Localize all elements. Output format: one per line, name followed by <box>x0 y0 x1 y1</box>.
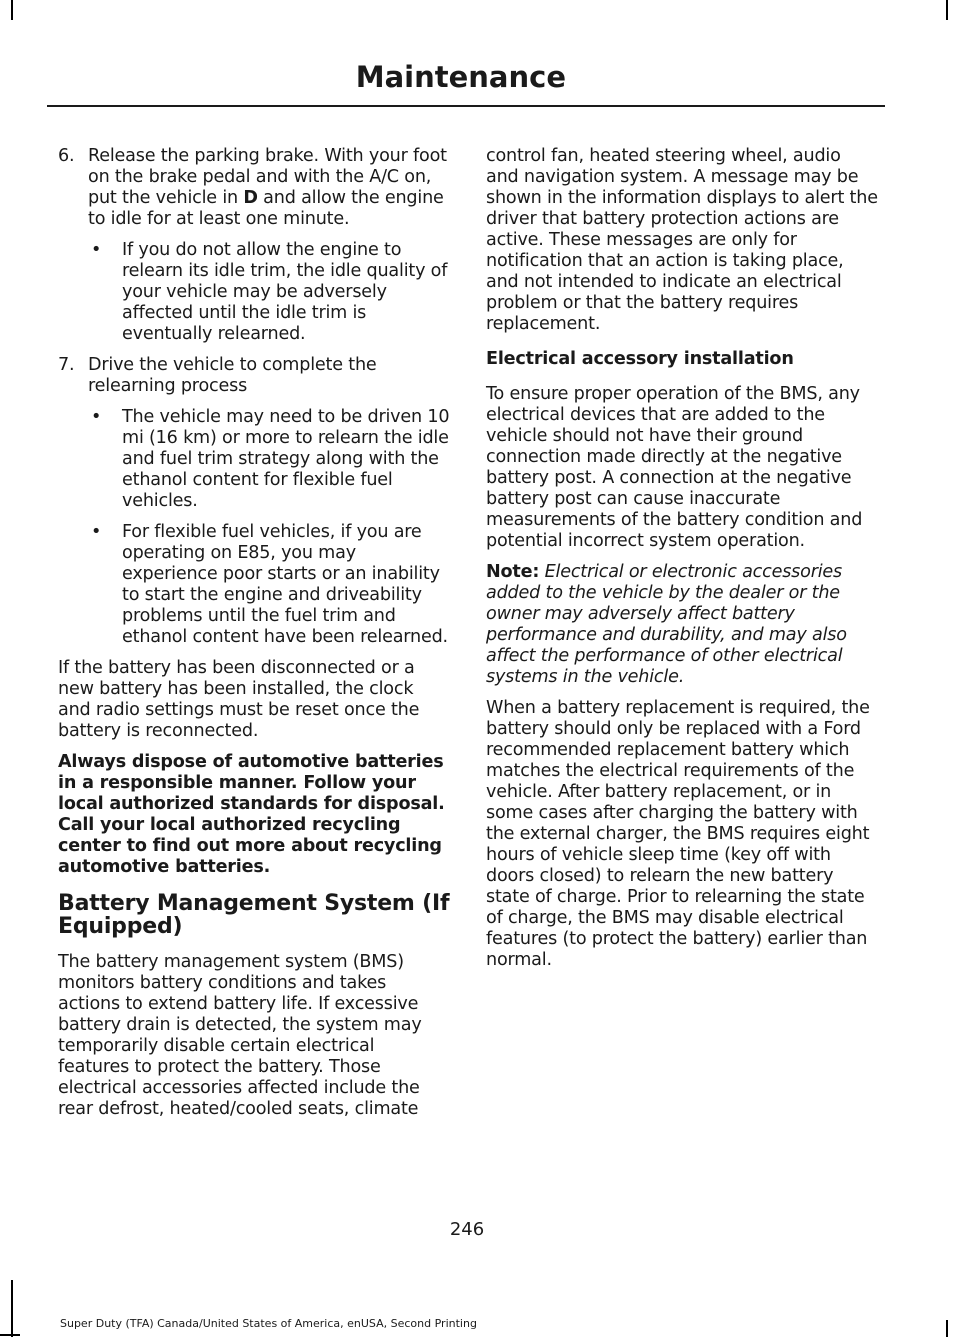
crop-mark-bottom-right-v <box>946 1320 948 1337</box>
bullet-text: The vehicle may need to be driven 10 mi (16 km) or more to relearn the idle and fuel trim strategy along with the ethanol content for flexible fuel vehicles. <box>122 407 450 511</box>
left-column <box>58 146 450 1130</box>
note-paragraph <box>486 562 878 688</box>
page-title: Maintenance <box>355 60 566 94</box>
crop-mark-top-right-v <box>946 0 948 20</box>
list-item <box>88 407 450 512</box>
accessory-heading: Electrical accessory installation <box>486 349 794 369</box>
disposal-warning: Always dispose of automotive batteries in a responsible manner. Follow your local authorized standards for disposal. Call your local authorized recycling center to find out more about recycling automotive batteries. <box>58 752 445 877</box>
bullet-text: If you do not allow the engine to relearn its idle trim, the idle quality of your vehicle may be adversely affected until the idle trim is eventually relearned. <box>122 240 448 344</box>
list-item <box>88 522 450 648</box>
right-column <box>486 146 878 981</box>
crop-mark-bottom-left-h <box>0 1334 20 1336</box>
note-text: Electrical or electronic accessories added to the vehicle by the dealer or the owner may adversely affect battery performance and durability, and may also affect the performance of other electrical systems in the vehicle. <box>486 562 847 687</box>
step-6-number: 6. <box>58 146 75 166</box>
accessory-paragraph: To ensure proper operation of the BMS, any electrical devices that are added to the vehicle should not have their ground connection made directly at the negative battery post. A connection at the negative battery post can cause inaccurate measurements of the battery condition and potential incorrect system operation. <box>486 384 863 551</box>
disconnect-paragraph: If the battery has been disconnected or a new battery has been installed, the clock and radio settings must be reset once the battery is reconnected. <box>58 658 420 741</box>
title-divider <box>47 105 885 107</box>
page-number: 246 <box>449 1219 485 1240</box>
step-7-text: Drive the vehicle to complete the relearning process <box>88 355 377 396</box>
list-item <box>88 240 450 345</box>
step-6-text-pre: Release the parking brake. With your foot on the brake pedal and with the A/C on, put the vehicle in <box>88 146 447 208</box>
bullet-icon: • <box>91 522 102 542</box>
crop-mark-top-left-v <box>11 0 13 20</box>
bullet-text: For flexible fuel vehicles, if you are operating on E85, you may experience poor starts or an inability to start the engine and driveability problems until the fuel trim and ethanol content have been relearned. <box>122 522 448 647</box>
step-6 <box>58 146 450 230</box>
step-6-gear-d: D <box>243 188 258 208</box>
bms-paragraph: The battery management system (BMS) monitors battery conditions and takes actions to extend battery life. If excessive battery drain is detected, the system may temporarily disable certain electrical features to protect the battery. Those electrical accessories affected include the rear defrost, heated/cooled seats, climate <box>58 952 422 1119</box>
note-label: Note: <box>486 562 540 582</box>
bms-heading: Battery Management System (If Equipped) <box>58 891 450 939</box>
bullet-icon: • <box>91 407 102 427</box>
edition-footer: Super Duty (TFA) Canada/United States of America, enUSA, Second Printing <box>60 1317 477 1330</box>
bullet-icon: • <box>91 240 102 260</box>
step-7 <box>58 355 450 397</box>
crop-mark-bottom-left-v <box>11 1280 13 1337</box>
step-6-text-post: and allow the engine to idle for at least one minute. <box>88 188 444 229</box>
replacement-paragraph: When a battery replacement is required, the battery should only be replaced with a Ford recommended replacement battery which matches the electrical requirements of the vehicle. After battery replacement, or in some cases after charging the battery with the external charger, the BMS requires eight hours of vehicle sleep time (key off with doors closed) to relearn the new battery state of charge. Prior to relearning the state of charge, the BMS may disable electrical features (to protect the battery) earlier than normal. <box>486 698 870 970</box>
step-6-text <box>88 146 450 230</box>
bms-continuation-paragraph: control fan, heated steering wheel, audio and navigation system. A message may be shown in the information displays to alert the driver that battery protection actions are active. These messages are only for notification that an action is taking place, and not intended to indicate an electrical problem or that the battery requires replacement. <box>486 146 878 334</box>
step-7-number: 7. <box>58 355 75 375</box>
